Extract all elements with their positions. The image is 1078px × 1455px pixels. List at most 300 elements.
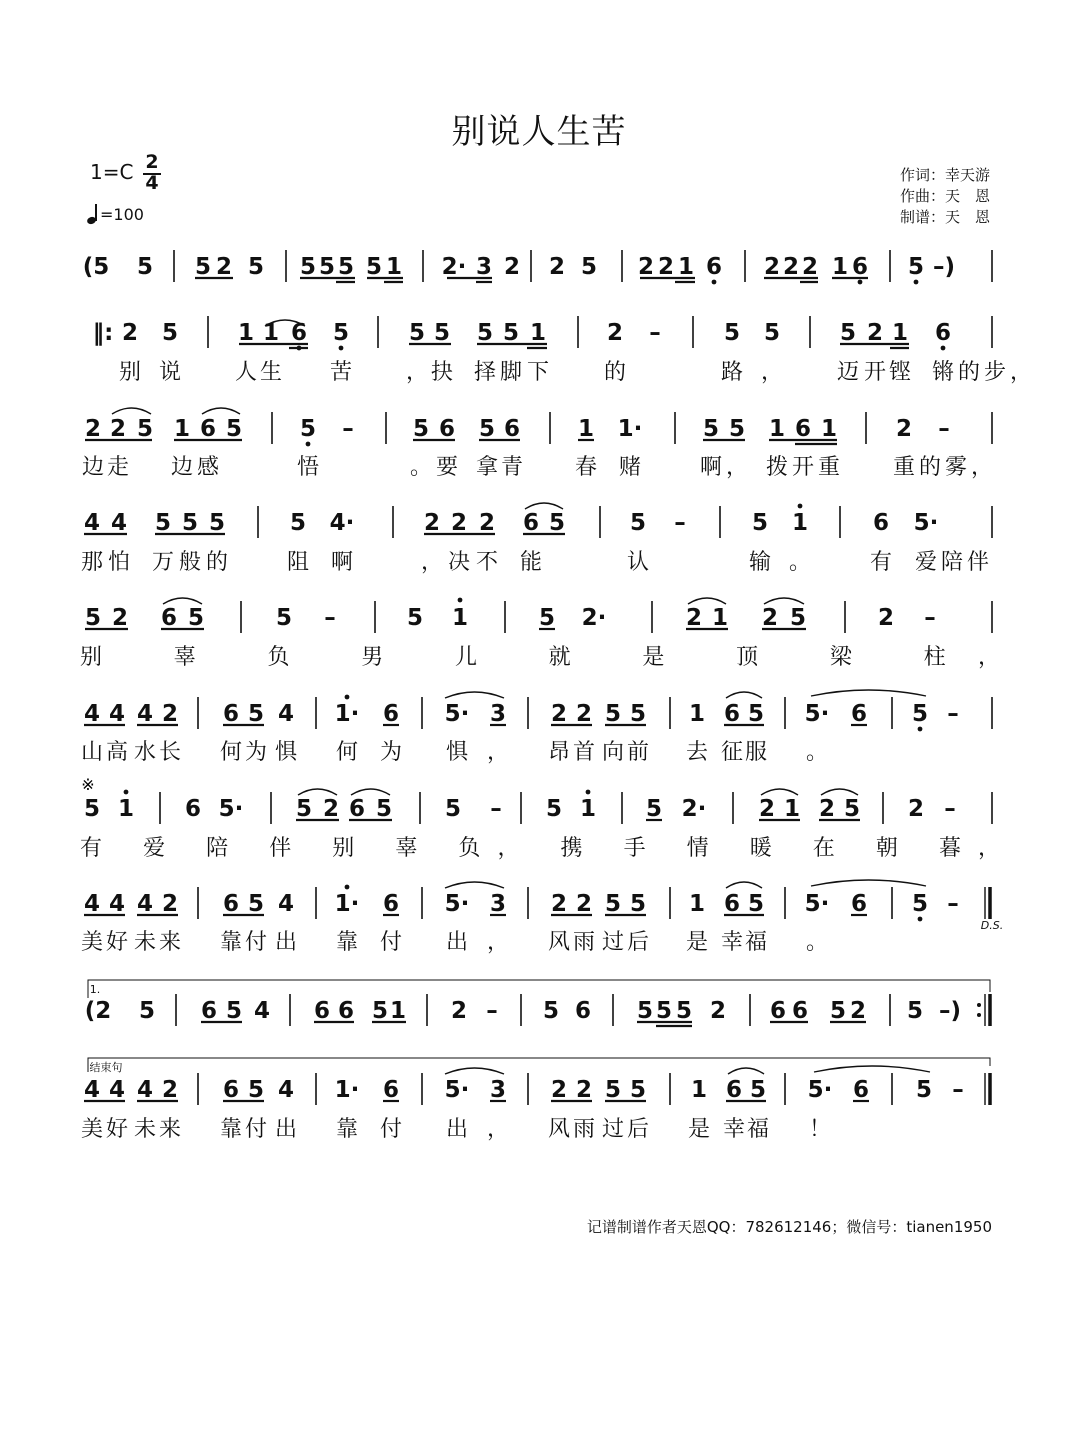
note: 5 [154,510,172,536]
note: 6 [438,416,456,442]
note: 5 [444,796,462,822]
note: 1 [820,416,838,442]
slur [351,789,390,795]
note: 2 [782,254,800,280]
note: – [324,605,336,631]
note: 5 [839,320,857,346]
note: 2 [84,416,102,442]
lyric-char: ， [405,360,429,385]
note: 1 [711,605,729,631]
note: 2 [849,998,867,1024]
note: 3 [489,1077,507,1103]
note: 6 [313,998,331,1024]
note: 2 [763,254,781,280]
lyric-char: 靠 [219,1117,243,1142]
note: 6 [851,254,869,280]
note: 5 [604,1077,622,1103]
lyric-char: 铿 [888,360,912,385]
note: –) [938,998,962,1024]
lyric-char: ！ [808,1117,832,1142]
note: 3 [489,891,507,917]
note: 1 [579,796,597,822]
note: 1· [617,416,643,442]
lyric-char: 能 [519,550,543,575]
lyric-char: 脚 [499,360,523,385]
lyric-char: 的 [957,360,981,385]
lyric-char: 般 [178,550,202,575]
note: 1 [262,320,280,346]
score-system-9 [85,994,990,1026]
note: 5 [655,998,673,1024]
score-system-2 [93,316,1032,385]
note: 5 [337,254,355,280]
footer-contact: 记谱制谱作者天恩QQ：782612146；微信号：tianen1950 [586,1218,992,1236]
slur [298,789,337,795]
lyric-char: 开 [863,360,887,385]
slur [163,598,202,604]
slur [688,598,726,604]
note: 1 [577,416,595,442]
note: 5 [161,320,179,346]
note: 5 [181,510,199,536]
lyric-char: 。 [409,455,433,480]
note: 6 [850,701,868,727]
note: 6 [769,998,787,1024]
note: 5 [906,998,924,1024]
note: 5 [138,998,156,1024]
note: 1 [783,796,801,822]
lyric-char: 怕 [107,550,131,575]
note: 5 [371,998,389,1024]
segno-icon: ※ [81,775,95,794]
lyric-char: 出 [445,930,469,955]
lyric-char: 重 [892,455,916,480]
lyric-char: 走 [106,455,130,480]
note: 4 [108,701,126,727]
lyric-char: ， [725,455,749,480]
note: 6 [503,416,521,442]
note: 5 [915,1077,933,1103]
lyric-char: 那 [80,550,104,575]
note: 5 [723,320,741,346]
lyric-char: 阻 [286,550,310,575]
lyric-char: 开 [791,455,815,480]
note: 5 [84,605,102,631]
lyric-char: 福 [744,930,768,955]
note: 5 [907,254,925,280]
time-numerator: 2 [145,151,159,173]
note: 2 [450,998,468,1024]
lyric-char: 过 [601,1117,625,1142]
note: 5 [751,510,769,536]
note: 1 [891,320,909,346]
note: 5 [365,254,383,280]
note: – [674,510,686,536]
note: 2 [761,605,779,631]
note: 4 [83,510,101,536]
note: 4 [108,891,126,917]
score-system-7 [80,789,1000,861]
note: 5 [542,998,560,1024]
note: 5 [629,1077,647,1103]
note: 5 [747,891,765,917]
note: 5 [289,510,307,536]
lyric-char: 水 [133,740,157,765]
note: 2 [907,796,925,822]
note: 6 [222,891,240,917]
note: 3 [475,254,493,280]
note: 5· [218,796,244,822]
note: 1 [677,254,695,280]
octave-dot [297,346,302,351]
lyric-char: 风 [547,930,571,955]
slur [728,1068,764,1074]
lyric-char: 。 [805,740,829,765]
note: 5 [502,320,520,346]
composer: 作曲：天 恩 [899,187,990,205]
note: (2 [84,998,112,1024]
lyric-char: 来 [158,1117,182,1142]
lyric-char: 何 [219,740,243,765]
note: 6 [522,510,540,536]
slur [445,1068,504,1074]
note: 5 [629,891,647,917]
lyric-char: 青 [500,455,524,480]
score-system-1 [83,250,992,284]
note: 6 [872,510,890,536]
slur [112,408,151,414]
note: 5 [299,416,317,442]
note: 5 [911,701,929,727]
lyric-char: 不 [475,550,499,575]
note: 1 [768,416,786,442]
slur [202,408,240,414]
note: 2 [575,1077,593,1103]
note: 5 [136,254,154,280]
octave-dot [712,280,717,285]
note: 1 [529,320,547,346]
note: 2 [423,510,441,536]
lyric-line: 有 爱 陪 伴 别 辜 负， 携 手 情 暖 在 朝 暮， [80,836,1001,861]
note: 5 [295,796,313,822]
note: 5 [194,254,212,280]
slur [726,882,762,888]
note: 4 [83,701,101,727]
note: 2 [478,510,496,536]
lyric-char: 美 [80,930,104,955]
lyric-char: 的 [918,455,942,480]
lyric-line: 别 辜 负 男 儿 就 是 顶 梁 柱， [80,645,1000,670]
octave-dot [941,346,946,351]
note: 5· [804,701,830,727]
note: 6 [337,998,355,1024]
lyric-char: ， [760,360,784,385]
note: 2 [215,254,233,280]
note: 2 [818,796,836,822]
octave-dot [124,790,129,795]
note: 6 [382,1077,400,1103]
note: 5 [375,796,393,822]
lyric-char: 昂 [547,740,571,765]
slur [761,789,798,795]
note: 5 [83,796,101,822]
note: 6 [290,320,308,346]
lyric-char: 长 [158,740,182,765]
lyric-char: 付 [244,1117,268,1142]
note: 2 [111,605,129,631]
note: 5 [747,701,765,727]
note: 4 [277,891,295,917]
note: 4 [253,998,271,1024]
lyricist: 作词：幸天游 [899,166,990,184]
tempo-value: =100 [100,205,144,224]
lyric-char: 付 [244,930,268,955]
lyric-char: 后 [626,1117,650,1142]
lyric-char: 万 [151,550,175,575]
lyric-char: 的 [603,360,627,385]
note: 2 [657,254,675,280]
key-text: 1=C [90,160,134,184]
lyric-char: 雨 [572,1117,596,1142]
note: 6 [574,998,592,1024]
note: – [952,1077,964,1103]
note: 1 [831,254,849,280]
lyric-char: 去 [685,740,709,765]
note: 2 [758,796,776,822]
note: 5· [913,510,939,536]
note: 5 [829,998,847,1024]
lyric-char: 雨 [572,930,596,955]
score-system-6 [81,690,992,765]
lyric-char: 。 [788,550,812,575]
note: 5 [545,796,563,822]
note: 5 [911,891,929,917]
note: 3 [489,701,507,727]
coda-bracket [88,1058,990,1072]
page-title: 别说人生苦 [451,112,627,152]
note: 5 [406,605,424,631]
note: 5 [843,796,861,822]
note: 4· [329,510,355,536]
note: 5 [247,701,265,727]
note: 5 [247,254,265,280]
note: 5 [763,320,781,346]
octave-dot [345,695,350,700]
lyric-char: 靠 [219,930,243,955]
note: 5 [645,796,663,822]
octave-dot [458,598,463,603]
note: 1· [334,891,360,917]
note: 5 [629,701,647,727]
note: 5· [444,701,470,727]
note: 6 [852,1077,870,1103]
lyric-char: 为 [379,740,403,765]
note: 5 [604,891,622,917]
lyric-char: 首 [572,740,596,765]
note: – [486,998,498,1024]
lyric-char: 靠 [335,1117,359,1142]
note: 2 [637,254,655,280]
lyric-char: 美 [80,1117,104,1142]
note: 4 [108,1077,126,1103]
note: 2 [801,254,819,280]
note: 4 [277,1077,295,1103]
ending-1-label: 1. [89,983,101,996]
octave-dot [918,917,923,922]
note: – [947,891,959,917]
lyric-char: 山 [80,740,104,765]
note: 4 [83,1077,101,1103]
score-system-4 [81,503,992,575]
lyric-char: 高 [105,740,129,765]
lyric-char: 赌 [618,455,642,480]
note: 2 [550,1077,568,1103]
note: 5 [604,701,622,727]
note: 1 [117,796,135,822]
lyric-char: 出 [274,930,298,955]
note: 5 [789,605,807,631]
lyric-char: 惧 [274,740,298,765]
lyric-char: 认 [626,550,650,575]
lyric-char: 拨 [765,455,789,480]
note: 1 [451,605,469,631]
note: 6 [934,320,952,346]
slur [811,690,926,696]
note: 6 [723,891,741,917]
ending-bracket [88,980,990,998]
lyric-char: 人 [234,360,258,385]
note: 2 [550,701,568,727]
octave-dot [339,346,344,351]
octave-dot [798,504,803,509]
note: 5· [807,1077,833,1103]
repeat-dot [977,1013,981,1017]
lyric-char: 择 [473,360,497,385]
note: 4 [277,701,295,727]
lyric-char: 过 [601,930,625,955]
note: 5 [225,416,243,442]
lyric-char: 前 [626,740,650,765]
lyric-char: ， [420,550,444,575]
note: 2 [866,320,884,346]
note: 5 [408,320,426,346]
note: 2 [322,796,340,822]
score-system-10 [81,1066,990,1142]
lyric-char: 好 [105,930,129,955]
note: 2 [606,320,624,346]
lyric-char: 服 [744,740,768,765]
lyric-char: 迈 [836,360,860,385]
lyric-char: 悟 [296,455,320,480]
note: 1· [334,1077,360,1103]
lyric-char: 春 [574,455,598,480]
note: 2 [161,701,179,727]
note: 2 [685,605,703,631]
note: 2 [877,605,895,631]
lyric-char: 爱 [914,550,938,575]
lyric-char: 未 [133,1117,157,1142]
lyric-char: 为 [244,740,268,765]
lyric-char: 未 [133,930,157,955]
note: 2 [895,416,913,442]
note: 5· [804,891,830,917]
note: 1 [688,891,706,917]
slur [445,882,504,888]
lyric-char: 陪 [940,550,964,575]
note: 1 [791,510,809,536]
slur [764,598,804,604]
octave-dot [918,727,923,732]
note: 2· [681,796,707,822]
lyric-char: 幸 [722,1117,746,1142]
note: 6 [184,796,202,822]
lyric-char: 好 [105,1117,129,1142]
note: 2· [581,605,607,631]
lyric-char: 有 [869,550,893,575]
lyric-char: 征 [720,740,744,765]
lyric-char: 付 [379,1117,403,1142]
lyric-char: 来 [158,930,182,955]
lyric-char: 别 [118,360,142,385]
lyric-char: 下 [526,360,550,385]
lyric-char: 后 [626,930,650,955]
note: 4 [136,701,154,727]
note: 2 [161,1077,179,1103]
note: 6 [348,796,366,822]
lyric-char: 决 [447,550,471,575]
lyric-char: 边 [81,455,105,480]
note: 2 [550,891,568,917]
note: 6 [705,254,723,280]
slur [445,692,504,698]
octave-dot [914,280,919,285]
lyric-char: 何 [335,740,359,765]
lyric-char: ， [486,1117,510,1142]
note: 6 [222,701,240,727]
lyric-char: 雾 [944,455,968,480]
note: 2 [161,891,179,917]
note: 5 [332,320,350,346]
note: 4 [110,510,128,536]
note: 5 [208,510,226,536]
note: 4 [136,1077,154,1103]
lyric-char: 出 [445,1117,469,1142]
note: 1 [389,998,407,1024]
note: 5 [728,416,746,442]
ds-marking: D.S. [980,919,1004,932]
note: 2 [575,891,593,917]
slur [811,880,926,886]
note: 6 [160,605,178,631]
lyric-char: ， [486,740,510,765]
note: 1 [385,254,403,280]
octave-dot [306,442,311,447]
lyric-char: 重 [817,455,841,480]
score-system-8 [81,880,990,955]
arranger: 制谱：天 恩 [899,208,990,226]
note: 5 [247,891,265,917]
note: – [342,416,354,442]
note: 5 [187,605,205,631]
note: 6 [199,416,217,442]
note: 5 [412,416,430,442]
lyric-char: 生 [259,360,283,385]
time-denominator: 4 [145,172,159,194]
note: 1 [688,701,706,727]
note: 4 [83,891,101,917]
note: 2 [548,254,566,280]
note: – [649,320,661,346]
